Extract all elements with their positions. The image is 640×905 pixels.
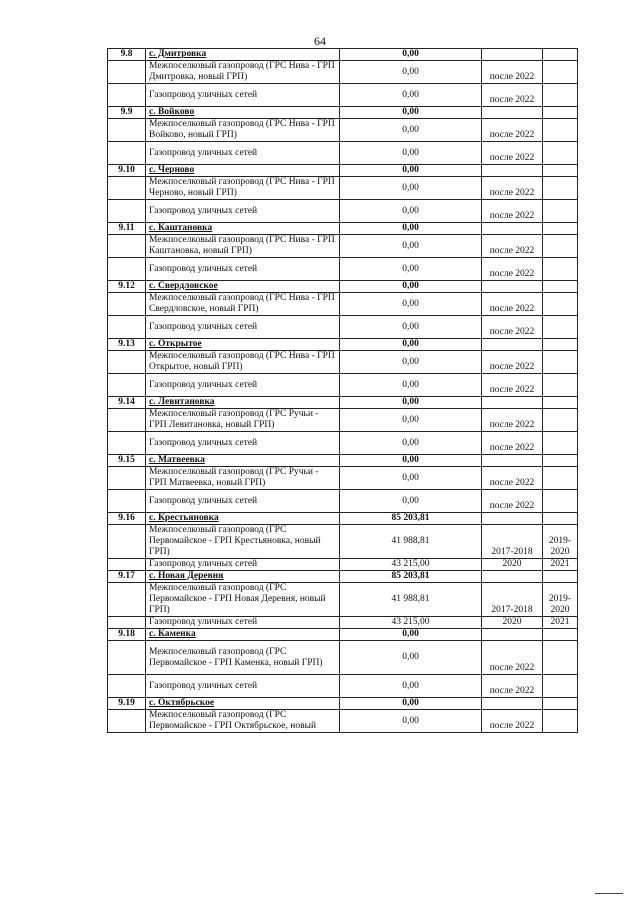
period-start: после 2022 [482,374,543,397]
item-number: 9.16 [108,513,146,525]
item-number [108,142,146,165]
period-start: 2017-2018 [482,525,543,559]
period-start: 2020 [482,559,543,571]
item-number: 9.14 [108,397,146,409]
amount-value: 0,00 [340,397,482,409]
period-end [543,107,578,119]
period-end [543,374,578,397]
amount-value: 0,00 [340,629,482,641]
pipeline-row [108,200,578,223]
settlement-row [108,455,578,467]
settlement-name: с. Каменка [146,629,340,641]
amount-value: 0,00 [340,675,482,698]
period-end [543,223,578,235]
amount-value: 0,00 [340,409,482,432]
amount-value: 0,00 [340,258,482,281]
settlement-name: с. Матвеевка [146,455,340,467]
pipeline-name: Межпоселковый газопровод (ГРС Нива - ГРП Войково, новый ГРП) [146,119,340,142]
pipeline-name: Межпоселковый газопровод (ГРС Первомайское - ГРП Новая Деревня, новый ГРП) [146,583,340,617]
item-number [108,583,146,617]
item-number [108,525,146,559]
period-start [482,513,543,525]
pipeline-row [108,710,578,733]
period-start [482,455,543,467]
amount-value: 0,00 [340,374,482,397]
pipeline-name: Газопровод уличных сетей [146,617,340,629]
period-end [543,397,578,409]
pipeline-name: Межпоселковый газопровод (ГРС Нива - ГРП Черново, новый ГРП) [146,177,340,200]
settlement-row [108,165,578,177]
period-start: после 2022 [482,710,543,733]
gas-pipeline-table [107,48,578,733]
item-number [108,467,146,490]
settlement-row [108,513,578,525]
period-start [482,49,543,61]
period-end [543,339,578,351]
pipeline-name: Межпоселковый газопровод (ГРС Нива - ГРП Открытое, новый ГРП) [146,351,340,374]
item-number [108,351,146,374]
settlement-row [108,281,578,293]
settlement-row [108,223,578,235]
period-end [543,571,578,583]
settlement-row [108,339,578,351]
pipeline-name: Газопровод уличных сетей [146,200,340,223]
period-start: после 2022 [482,675,543,698]
period-start [482,571,543,583]
period-start: после 2022 [482,409,543,432]
period-start [482,629,543,641]
pipeline-row [108,641,578,675]
amount-value: 0,00 [340,61,482,84]
period-start: после 2022 [482,177,543,200]
amount-value: 0,00 [340,467,482,490]
pipeline-row [108,61,578,84]
pipeline-row [108,142,578,165]
amount-value: 0,00 [340,235,482,258]
period-start: после 2022 [482,351,543,374]
pipeline-name: Газопровод уличных сетей [146,559,340,571]
amount-value: 0,00 [340,165,482,177]
pipeline-name: Газопровод уличных сетей [146,374,340,397]
settlement-row [108,49,578,61]
period-end: 2021 [543,559,578,571]
settlement-name: с. Дмитровка [146,49,340,61]
item-number [108,119,146,142]
amount-value: 0,00 [340,698,482,710]
period-end: 2019-2020 [543,525,578,559]
pipeline-row [108,84,578,107]
settlement-row [108,571,578,583]
settlement-name: с. Каштановка [146,223,340,235]
period-end [543,235,578,258]
period-start: после 2022 [482,84,543,107]
pipeline-name: Газопровод уличных сетей [146,316,340,339]
period-start: после 2022 [482,467,543,490]
table-body [108,49,578,733]
item-number: 9.11 [108,223,146,235]
item-number: 9.13 [108,339,146,351]
pipeline-name: Газопровод уличных сетей [146,84,340,107]
amount-value: 0,00 [340,351,482,374]
pipeline-name: Межпоселковый газопровод (ГРС Первомайское - ГРП Каменка, новый ГРП) [146,641,340,675]
pipeline-row [108,525,578,559]
item-number [108,409,146,432]
pipeline-row [108,675,578,698]
amount-value: 43 215,00 [340,617,482,629]
item-number [108,235,146,258]
item-number: 9.10 [108,165,146,177]
period-start: после 2022 [482,61,543,84]
pipeline-row [108,351,578,374]
pipeline-name: Газопровод уличных сетей [146,258,340,281]
item-number [108,200,146,223]
period-start: после 2022 [482,258,543,281]
pipeline-name: Межпоселковый газопровод (ГРС Ручьи - ГРП Матвеевка, новый ГРП) [146,467,340,490]
item-number [108,61,146,84]
amount-value: 0,00 [340,641,482,675]
amount-value: 0,00 [340,200,482,223]
item-number: 9.15 [108,455,146,467]
settlement-row [108,107,578,119]
amount-value: 41 988,81 [340,583,482,617]
period-end [543,281,578,293]
amount-value: 0,00 [340,107,482,119]
settlement-name: с. Крестьяновка [146,513,340,525]
amount-value: 0,00 [340,49,482,61]
item-number [108,617,146,629]
period-start [482,223,543,235]
period-start [482,281,543,293]
amount-value: 85 203,81 [340,571,482,583]
item-number [108,641,146,675]
item-number [108,316,146,339]
period-end [543,84,578,107]
settlement-name: с. Октябрьское [146,698,340,710]
pipeline-row [108,177,578,200]
item-number: 9.8 [108,49,146,61]
period-start: после 2022 [482,641,543,675]
pipeline-name: Газопровод уличных сетей [146,675,340,698]
period-end [543,490,578,513]
period-start: после 2022 [482,432,543,455]
item-number [108,177,146,200]
pipeline-row [108,409,578,432]
pipeline-name: Межпоселковый газопровод (ГРС Ручьи - ГРП Левитановка, новый ГРП) [146,409,340,432]
item-number [108,258,146,281]
item-number: 9.18 [108,629,146,641]
amount-value: 0,00 [340,432,482,455]
amount-value: 0,00 [340,119,482,142]
period-start: после 2022 [482,490,543,513]
pipeline-name: Газопровод уличных сетей [146,490,340,513]
item-number [108,675,146,698]
pipeline-row [108,559,578,571]
footer-rule [595,893,623,894]
settlement-row [108,397,578,409]
period-end [543,409,578,432]
item-number [108,559,146,571]
period-start: после 2022 [482,235,543,258]
pipeline-name: Газопровод уличных сетей [146,142,340,165]
period-start: 2020 [482,617,543,629]
pipeline-row [108,490,578,513]
pipeline-row [108,583,578,617]
period-end [543,142,578,165]
period-start [482,339,543,351]
pipeline-row [108,235,578,258]
period-end [543,513,578,525]
item-number: 9.19 [108,698,146,710]
item-number [108,710,146,733]
pipeline-row [108,467,578,490]
period-end [543,641,578,675]
settlement-name: с. Войково [146,107,340,119]
amount-value: 0,00 [340,339,482,351]
amount-value: 0,00 [340,293,482,316]
item-number [108,374,146,397]
period-end [543,258,578,281]
pipeline-name: Межпоселковый газопровод (ГРС Нива - ГРП Каштановка, новый ГРП) [146,235,340,258]
period-end [543,49,578,61]
period-start: после 2022 [482,316,543,339]
page-number: 64 [314,34,326,48]
period-end [543,675,578,698]
settlement-name: с. Левитановка [146,397,340,409]
item-number [108,293,146,316]
period-start [482,397,543,409]
pipeline-name: Межпоселковый газопровод (ГРС Первомайское - ГРП Крестьяновка, новый ГРП) [146,525,340,559]
pipeline-row [108,316,578,339]
settlement-row [108,698,578,710]
item-number [108,432,146,455]
settlement-name: с. Новая Деревня [146,571,340,583]
item-number [108,490,146,513]
amount-value: 85 203,81 [340,513,482,525]
period-start: 2017-2018 [482,583,543,617]
period-end [543,629,578,641]
period-start: после 2022 [482,119,543,142]
pipeline-row [108,432,578,455]
period-start: после 2022 [482,200,543,223]
period-start [482,107,543,119]
period-end [543,200,578,223]
period-end [543,710,578,733]
pipeline-name: Межпоселковый газопровод (ГРС Нива - ГРП Свердловское, новый ГРП) [146,293,340,316]
pipeline-row [108,119,578,142]
period-end [543,293,578,316]
period-end [543,432,578,455]
settlement-row [108,629,578,641]
amount-value: 0,00 [340,84,482,107]
amount-value: 0,00 [340,142,482,165]
item-number: 9.12 [108,281,146,293]
period-end [543,467,578,490]
period-end [543,455,578,467]
item-number: 9.17 [108,571,146,583]
amount-value: 0,00 [340,281,482,293]
period-end [543,165,578,177]
pipeline-name: Межпоселковый газопровод (ГРС Первомайское - ГРП Октябрьское, новый [146,710,340,733]
pipeline-row [108,258,578,281]
item-number [108,84,146,107]
settlement-name: с. Черново [146,165,340,177]
period-end: 2019-2020 [543,583,578,617]
amount-value: 0,00 [340,455,482,467]
period-start [482,165,543,177]
pipeline-name: Газопровод уличных сетей [146,432,340,455]
period-start: после 2022 [482,142,543,165]
period-end [543,119,578,142]
amount-value: 41 988,81 [340,525,482,559]
item-number: 9.9 [108,107,146,119]
period-end [543,351,578,374]
amount-value: 0,00 [340,710,482,733]
period-start [482,698,543,710]
period-end [543,698,578,710]
amount-value: 0,00 [340,490,482,513]
period-end [543,316,578,339]
amount-value: 43 215,00 [340,559,482,571]
amount-value: 0,00 [340,223,482,235]
amount-value: 0,00 [340,177,482,200]
pipeline-name: Межпоселковый газопровод (ГРС Нива - ГРП Дмитровка, новый ГРП) [146,61,340,84]
period-end [543,177,578,200]
period-end: 2021 [543,617,578,629]
pipeline-row [108,374,578,397]
period-start: после 2022 [482,293,543,316]
amount-value: 0,00 [340,316,482,339]
settlement-name: с. Открытое [146,339,340,351]
period-end [543,61,578,84]
settlement-name: с. Свердловское [146,281,340,293]
pipeline-row [108,293,578,316]
pipeline-row [108,617,578,629]
